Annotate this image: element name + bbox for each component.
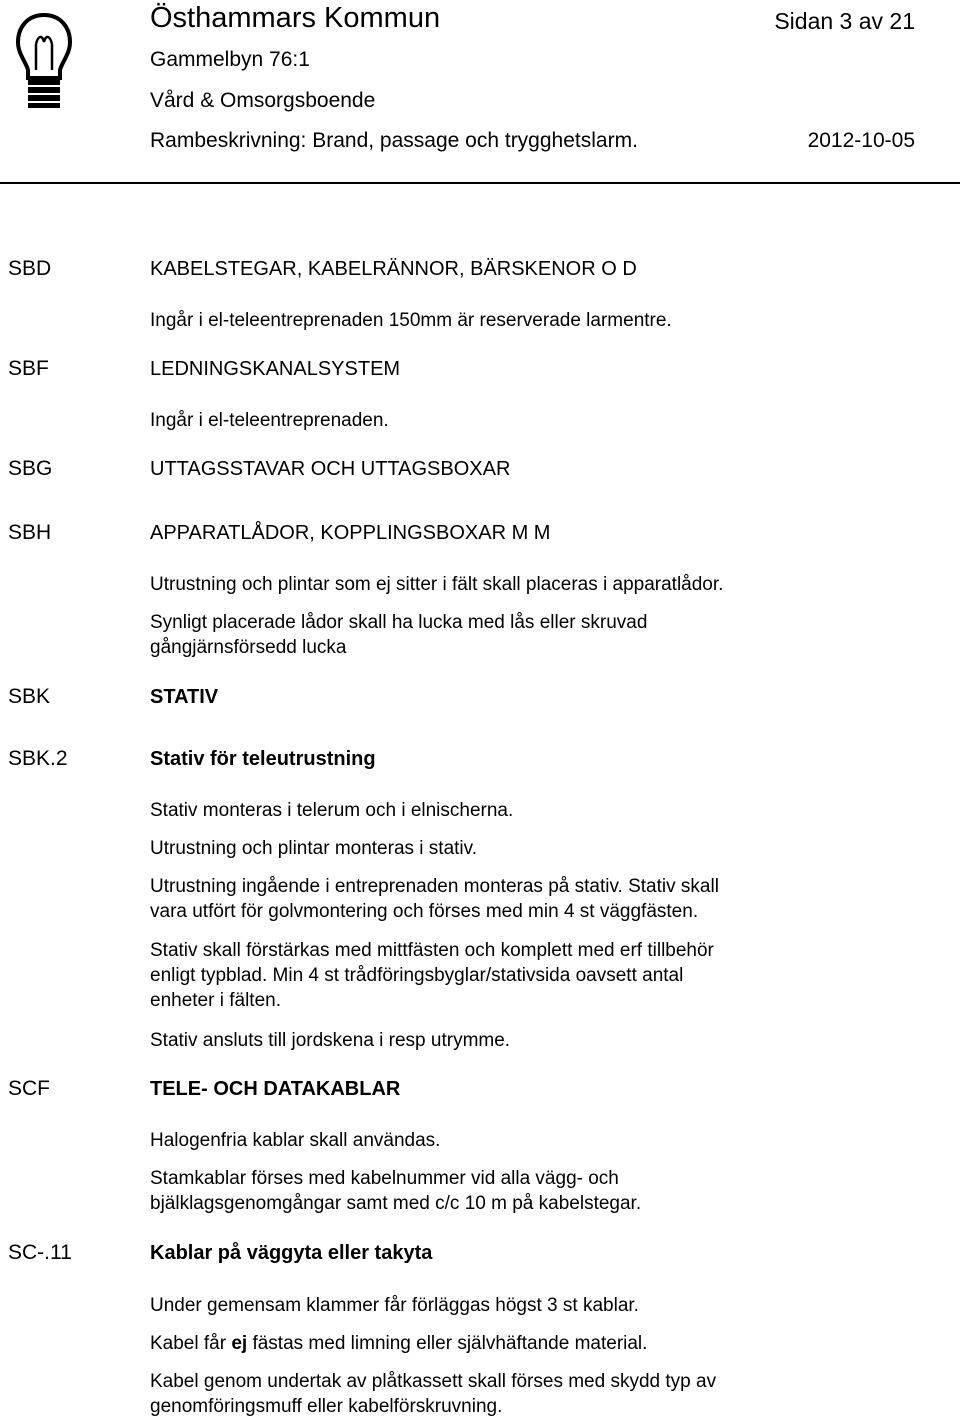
paragraph-sc-11-2 xyxy=(150,1331,940,1356)
paragraph-sc-11-3-line-1: Kabel genom undertak av plåtkassett skall förses med skydd typ av xyxy=(150,1371,717,1392)
property-designation: Gammelbyn 76:1 xyxy=(150,48,310,71)
paragraph-sbh-2 xyxy=(150,610,940,660)
section-heading-sbk: STATIV xyxy=(150,686,219,708)
paragraph-sbk-2-4 xyxy=(150,938,940,1013)
paragraph-sbk-2-4-line-2: enligt typblad. Min 4 st trådföringsbyglar/stativsida oavsett antal xyxy=(150,965,684,986)
page-number: Sidan 3 av 21 xyxy=(774,8,915,34)
paragraph-sbk-2-4-line-3: enheter i fälten. xyxy=(150,990,281,1011)
section-code-sbk: SBK xyxy=(8,685,51,708)
light-bulb-icon xyxy=(14,12,74,112)
paragraph-scf-1: Halogenfria kablar skall användas. xyxy=(150,1130,441,1151)
paragraph-scf-2 xyxy=(150,1166,940,1216)
section-heading-sbg: UTTAGSSTAVAR OCH UTTAGSBOXAR xyxy=(150,458,511,480)
section-code-sbf: SBF xyxy=(8,357,49,380)
section-code-sbk-2: SBK.2 xyxy=(8,747,68,770)
paragraph-sbk-2-2: Utrustning och plintar monteras i stativ. xyxy=(150,838,478,859)
paragraph-sc-11-3-line-2: genomföringsmuff eller kabelförskruvning. xyxy=(150,1396,503,1417)
header-divider xyxy=(0,182,960,184)
paragraph-sc-11-2-emphasis: ej xyxy=(231,1333,248,1354)
section-code-scf: SCF xyxy=(8,1077,50,1100)
paragraph-sc-11-3 xyxy=(150,1369,940,1419)
building-name: Vård & Omsorgsboende xyxy=(150,89,376,112)
paragraph-sbh-2-line-1: Synligt placerade lådor skall ha lucka med lås eller skruvad xyxy=(150,612,648,633)
section-heading-sbf: LEDNINGSKANALSYSTEM xyxy=(150,358,401,380)
paragraph-scf-2-line-1: Stamkablar förses med kabelnummer vid alla vägg- och xyxy=(150,1168,619,1189)
paragraph-sc-11-1: Under gemensam klammer får förläggas högst 3 st kablar. xyxy=(150,1295,639,1316)
paragraph-sbk-2-3-line-1: Utrustning ingående i entreprenaden monteras på stativ. Stativ skall xyxy=(150,876,719,897)
paragraph-sbk-2-3 xyxy=(150,874,940,924)
paragraph-sc-11-2-pre: Kabel får xyxy=(150,1333,232,1354)
paragraph-sbk-2-5: Stativ ansluts till jordskena i resp utrymme. xyxy=(150,1030,511,1051)
document-description: Rambeskrivning: Brand, passage och trygghetslarm. xyxy=(150,129,638,152)
section-code-sbg: SBG xyxy=(8,457,53,480)
section-heading-sbd: KABELSTEGAR, KABELRÄNNOR, BÄRSKENOR O D xyxy=(150,258,637,280)
paragraph-sbk-2-4-line-1: Stativ skall förstärkas med mittfästen och komplett med erf tillbehör xyxy=(150,940,714,961)
section-code-sbd: SBD xyxy=(8,257,52,280)
section-code-sbh: SBH xyxy=(8,521,52,544)
section-heading-sc-11: Kablar på väggyta eller takyta xyxy=(150,1242,433,1264)
section-code-sc-11: SC-.11 xyxy=(8,1241,72,1264)
paragraph-sbf-1: Ingår i el-teleentreprenaden. xyxy=(150,410,389,431)
section-heading-sbh: APPARATLÅDOR, KOPPLINGSBOXAR M M xyxy=(150,522,551,544)
paragraph-sbh-1: Utrustning och plintar som ej sitter i fält skall placeras i apparatlådor. xyxy=(150,574,724,595)
paragraph-sc-11-2-post: fästas med limning eller självhäftande material. xyxy=(247,1333,648,1354)
section-heading-sbk-2: Stativ för teleutrustning xyxy=(150,748,376,770)
paragraph-sbd-1: Ingår i el-teleentreprenaden 150mm är reserverade larmentre. xyxy=(150,310,672,331)
document-date: 2012-10-05 xyxy=(807,129,915,152)
paragraph-scf-2-line-2: bjälklagsgenomgångar samt med c/c 10 m på kabelstegar. xyxy=(150,1193,642,1214)
section-heading-scf: TELE- OCH DATAKABLAR xyxy=(150,1078,401,1100)
paragraph-sbk-2-1: Stativ monteras i telerum och i elnischerna. xyxy=(150,800,514,821)
document-title: Östhammars Kommun xyxy=(150,2,441,34)
paragraph-sbk-2-3-line-2: vara utfört för golvmontering och förses med min 4 st väggfästen. xyxy=(150,901,699,922)
paragraph-sbh-2-line-2: gångjärnsförsedd lucka xyxy=(150,637,347,658)
